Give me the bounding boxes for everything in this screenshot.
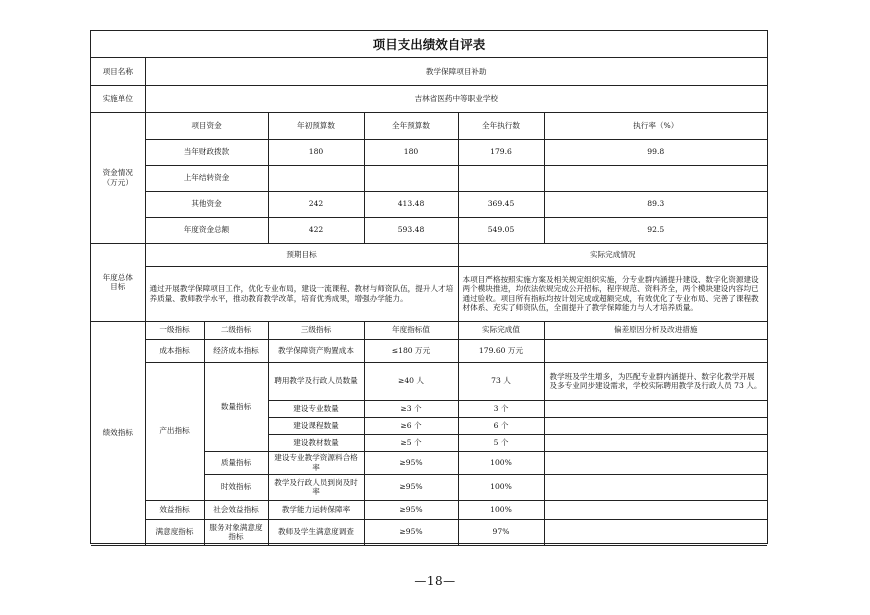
perf-note: 教学班及学生增多，为匹配专业群内涵提升、数字化教学开展及多专业同步建设需求，学校实际聘用教学及行政人员 73 人。: [544, 362, 767, 400]
perf-target: ≥5 个: [364, 434, 458, 451]
perf-note: [544, 500, 767, 519]
perf-header-l3: 三级指标: [268, 321, 364, 339]
perf-actual: 3 个: [458, 400, 544, 417]
actual-completion-header: 实际完成情况: [458, 243, 767, 266]
funds-cell: 179.6: [458, 139, 544, 165]
form-title: 项目支出绩效自评表: [91, 31, 767, 58]
perf-target: ≥6 个: [364, 417, 458, 434]
funds-row: [91, 165, 767, 191]
perf-target: ≥95%: [364, 474, 458, 500]
funds-row: [91, 217, 767, 243]
funds-cell: [458, 165, 544, 191]
perf-header-l2: 二级指标: [204, 321, 268, 339]
funds-header-initial-budget: 年初预算数: [268, 112, 364, 139]
funds-row: [91, 139, 767, 165]
perf-l3: 建设教材数量: [268, 434, 364, 451]
perf-l3: 教学保障资产购置成本: [268, 339, 364, 362]
expected-goal-header: 预期目标: [145, 243, 458, 266]
performance-indicators-label: 绩效指标: [91, 321, 145, 545]
perf-header-row: [91, 321, 767, 339]
perf-l2: 经济成本指标: [204, 339, 268, 362]
perf-target: ≥40 人: [364, 362, 458, 400]
project-name-value: 教学保障项目补助: [145, 58, 767, 85]
funds-cell: 422: [268, 217, 364, 243]
perf-target: ≥95%: [364, 519, 458, 545]
perf-l3: 建设专业教学资源料合格率: [268, 451, 364, 474]
annual-goal-label: 年度总体 目标: [91, 243, 145, 321]
perf-header-target: 年度指标值: [364, 321, 458, 339]
funds-cell: 上年结转资金: [145, 165, 268, 191]
perf-note: [544, 339, 767, 362]
perf-l2: 质量指标: [204, 451, 268, 474]
funds-cell: 99.8: [544, 139, 767, 165]
perf-actual: 179.60 万元: [458, 339, 544, 362]
funds-cell: 180: [268, 139, 364, 165]
perf-l2: 时效指标: [204, 474, 268, 500]
funds-header-row: [91, 112, 767, 139]
project-name-label: 项目名称: [91, 58, 145, 85]
perf-actual: 100%: [458, 474, 544, 500]
funds-header-executed: 全年执行数: [458, 112, 544, 139]
goal-content-row: [91, 266, 767, 321]
perf-actual: 97%: [458, 519, 544, 545]
project-name-row: [91, 58, 767, 85]
self-evaluation-form: [90, 30, 768, 544]
funds-cell: 180: [364, 139, 458, 165]
perf-header-deviation: 偏差原因分析及改进措施: [544, 321, 767, 339]
funds-cell: 593.48: [364, 217, 458, 243]
perf-l3: 教学及行政人员到岗及时率: [268, 474, 364, 500]
perf-l3: 教师及学生满意度调查: [268, 519, 364, 545]
funds-label: 资金情况 （万元）: [91, 112, 145, 243]
perf-l1: 产出指标: [145, 362, 204, 500]
perf-header-l1: 一级指标: [145, 321, 204, 339]
perf-target: ≥95%: [364, 500, 458, 519]
funds-cell: 其他资金: [145, 191, 268, 217]
perf-row-quantity-1: [91, 362, 767, 400]
funds-cell: 413.48: [364, 191, 458, 217]
expected-goal-text: 通过开展教学保障项目工作，优化专业布局，建设一流课程、教材与师资队伍，提升人才培养质量、教师教学水平，推动教育教学改革，培育优秀成果，增强办学能力。: [145, 266, 458, 321]
funds-cell: 92.5: [544, 217, 767, 243]
perf-l3: 教学能力运转保障率: [268, 500, 364, 519]
perf-l2: 社会效益指标: [204, 500, 268, 519]
perf-note: [544, 400, 767, 417]
goal-header-row: [91, 243, 767, 266]
implementing-unit-value: 吉林省医药中等职业学校: [145, 85, 767, 112]
perf-note: [544, 474, 767, 500]
perf-l1: 成本指标: [145, 339, 204, 362]
perf-actual: 73 人: [458, 362, 544, 400]
funds-cell: 89.3: [544, 191, 767, 217]
perf-actual: 5 个: [458, 434, 544, 451]
perf-l3: 聘用教学及行政人员数量: [268, 362, 364, 400]
perf-row-satisfaction: [91, 519, 767, 545]
perf-note: [544, 519, 767, 545]
perf-row-benefit: [91, 500, 767, 519]
implementing-unit-label: 实施单位: [91, 85, 145, 112]
perf-note: [544, 417, 767, 434]
perf-l2: 数量指标: [204, 362, 268, 451]
evaluation-table: [91, 58, 767, 546]
funds-cell: 242: [268, 191, 364, 217]
perf-target: ≥3 个: [364, 400, 458, 417]
perf-note: [544, 451, 767, 474]
page-number: —18—: [414, 574, 456, 588]
funds-cell: [364, 165, 458, 191]
funds-cell: [268, 165, 364, 191]
perf-header-actual: 实际完成值: [458, 321, 544, 339]
perf-actual: 6 个: [458, 417, 544, 434]
funds-row: [91, 191, 767, 217]
funds-header-rate: 执行率（%）: [544, 112, 767, 139]
funds-header-source: 项目资金: [145, 112, 268, 139]
perf-actual: 100%: [458, 451, 544, 474]
perf-row-cost: [91, 339, 767, 362]
funds-header-annual-budget: 全年预算数: [364, 112, 458, 139]
implementing-unit-row: [91, 85, 767, 112]
perf-l1: 满意度指标: [145, 519, 204, 545]
perf-l3: 建设专业数量: [268, 400, 364, 417]
actual-completion-text: 本项目严格按照实施方案及相关规定组织实施，分专业群内涵提升建设、数字化资源建设两个模块推进，均依法依规完成公开招标，程序规范、资料齐全，两个模块建设内容均已通过验收。项目所有指标均按计划完成或超额完成，有效优化了专业布局、完善了课程教材体系、充实了师资队伍，全面提升了教学保障能力与人才培养质量。: [458, 266, 767, 321]
funds-cell: 年度资金总额: [145, 217, 268, 243]
perf-target: ≤180 万元: [364, 339, 458, 362]
perf-actual: 100%: [458, 500, 544, 519]
funds-cell: 当年财政拨款: [145, 139, 268, 165]
perf-l3: 建设课程数量: [268, 417, 364, 434]
perf-l2: 服务对象满意度指标: [204, 519, 268, 545]
perf-target: ≥95%: [364, 451, 458, 474]
funds-cell: 369.45: [458, 191, 544, 217]
funds-cell: [544, 165, 767, 191]
perf-l1: 效益指标: [145, 500, 204, 519]
funds-cell: 549.05: [458, 217, 544, 243]
perf-note: [544, 434, 767, 451]
